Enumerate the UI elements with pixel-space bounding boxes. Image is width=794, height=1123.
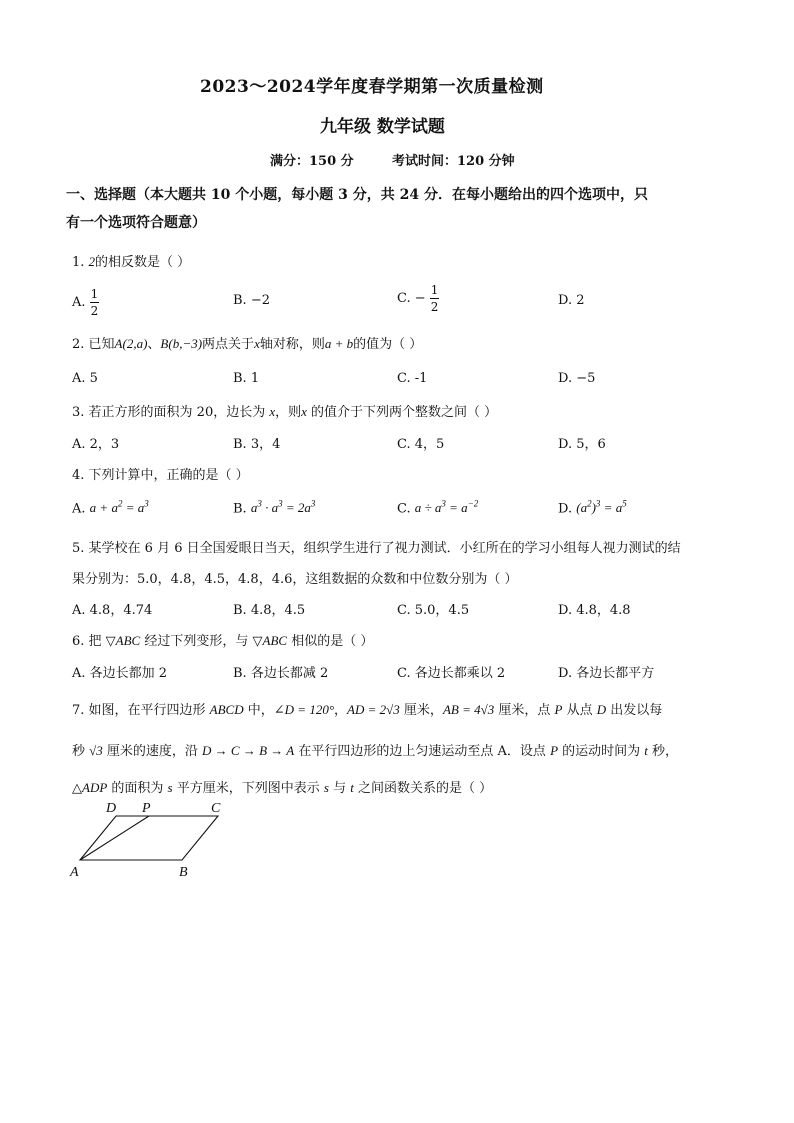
label-c: C [211, 801, 221, 816]
label-a: A [70, 865, 79, 880]
question-6-option-b: B. 各边长都减 2 [233, 666, 329, 681]
question-2-stem: 2. 已知A(2,a)、B(b,−3)两点关于x轴对称，则a + b的值为（ ） [72, 336, 423, 352]
section-heading-line2: 有一个选项符合题意） [66, 215, 206, 231]
question-3-option-a: A. 2，3 [72, 437, 120, 452]
question-2-option-c: C. -1 [397, 371, 428, 386]
question-6-option-a: A. 各边长都加 2 [72, 666, 168, 681]
question-4-stem: 4. 下列计算中，正确的是（ ） [72, 468, 249, 483]
question-5-option-a: A. 4.8，4.74 [72, 603, 153, 618]
question-1-option-d: D. 2 [558, 293, 585, 308]
question-5-option-b: B. 4.8，4.5 [233, 603, 306, 618]
question-4-option-d: D. $(a^2)^3 = a^5$ [558, 499, 627, 517]
question-1-stem: 1. 2的相反数是（ ） [72, 254, 191, 270]
question-7-stem-line3: △ADP 的面积为 s 平方厘米，下列图中表示 s 与 t 之间函数关系的是（ ） [72, 780, 493, 796]
page-title: 2023～2024学年度春学期第一次质量检测 [200, 77, 544, 97]
question-3-option-b: B. 3，4 [233, 437, 281, 452]
label-p: P [142, 801, 151, 816]
question-7-stem-line1: 7. 如图，在平行四边形 ABCD 中，∠D = 120°，AD = 2√3 厘米，AB = 4√3 厘米，点 P 从点 D 出发以每 [72, 702, 663, 718]
question-2-option-b: B. 1 [233, 371, 260, 386]
question-7-stem-line2: 秒 √3 厘米的速度，沿 D → C → B → A 在平行四边形的边上匀速运动至点 A．设点 P 的运动时间为 t 秒， [72, 743, 679, 759]
question-1-option-c: C. − $\frac{1}{2}$ [397, 283, 439, 314]
question-6-option-d: D. 各边长都平方 [558, 666, 655, 681]
question-4-option-a: A. $a + a^2 = a^3$ [72, 499, 149, 517]
section-heading-line1: 一、选择题（本大题共 10 个小题，每小题 3 分，共 24 分．在每小题给出的四个选项中，只 [66, 187, 648, 203]
question-3-option-c: C. 4，5 [397, 437, 445, 452]
question-6-stem: 6. 把 ▽ABC 经过下列变形，与 ▽ABC 相似的是（ ） [72, 633, 374, 649]
question-2-option-a: A. 5 [72, 371, 98, 386]
question-2-option-d: D. −5 [558, 371, 596, 386]
question-5-stem-line2: 果分别为：5.0，4.8，4.5，4.8，4.6，这组数据的众数和中位数分别为（ ） [72, 572, 518, 587]
question-5-option-c: C. 5.0，4.5 [397, 603, 470, 618]
question-5-option-d: D. 4.8，4.8 [558, 603, 631, 618]
question-4-option-c: C. $a \div a^3 = a^{-2}$ [397, 499, 479, 517]
question-1-option-a: A. $\frac{1}{2}$ [72, 287, 99, 318]
parallelogram-figure [66, 798, 236, 880]
segment-ap [80, 816, 149, 860]
parallelogram-abcd [80, 816, 218, 860]
label-b: B [179, 865, 188, 880]
fraction: $\frac{1}{2}$ [90, 287, 99, 318]
page-subtitle: 九年级 数学试题 [320, 117, 445, 137]
score-info: 满分：150 分 [270, 154, 354, 169]
fraction: $\frac{1}{2}$ [430, 283, 439, 314]
question-3-option-d: D. 5，6 [558, 437, 606, 452]
question-3-stem: 3. 若正方形的面积为 20，边长为 x，则x 的值介于下列两个整数之间（ ） [72, 404, 498, 420]
question-1-option-b: B. −2 [233, 293, 270, 308]
question-6-option-c: C. 各边长都乘以 2 [397, 666, 506, 681]
question-4-option-b: B. $a^3 \cdot a^3 = 2a^3$ [233, 499, 316, 517]
time-info: 考试时间：120 分钟 [392, 154, 515, 169]
label-d: D [106, 801, 117, 816]
question-5-stem: 5. 某学校在 6 月 6 日全国爱眼日当天，组织学生进行了视力测试．小红所在的学习小组每人视力测试的结 [72, 541, 681, 556]
